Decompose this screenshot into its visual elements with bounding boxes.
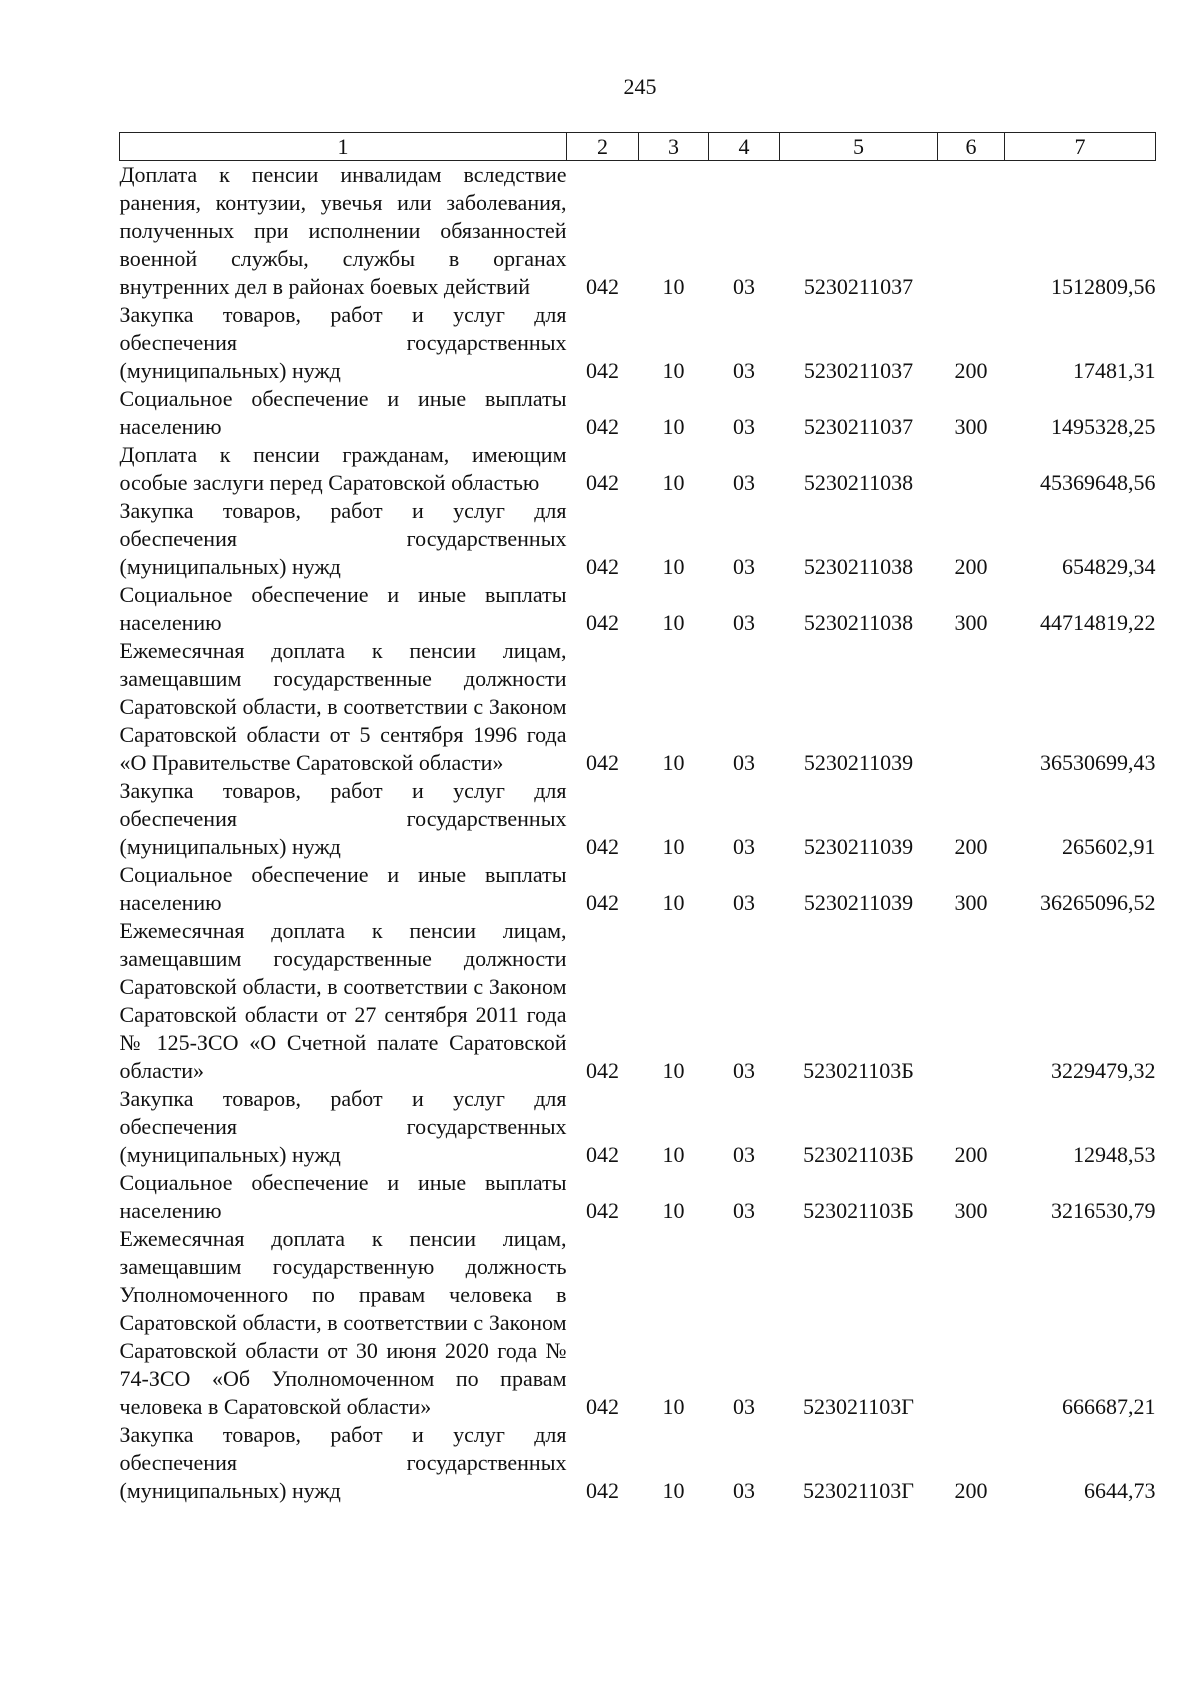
row-code-4: 03: [733, 890, 755, 915]
page-number: 245: [623, 74, 657, 99]
row-amount: 1512809,56: [1051, 274, 1156, 299]
row-code-3: 10: [662, 554, 685, 579]
row-code-5: 5230211037: [803, 358, 914, 383]
row-code-3: 10: [662, 610, 685, 635]
row-code-2: 042: [586, 834, 619, 859]
row-amount: 12948,53: [1073, 1142, 1156, 1167]
row-code-5: 523021103Г: [803, 1394, 914, 1419]
table-row: [120, 1169, 1156, 1225]
row-code-6: 300: [954, 414, 988, 439]
row-description: Доплата к пенсии гражданам, имеющим особые заслуги перед Саратовской областью: [119, 442, 567, 495]
row-code-2: 042: [586, 890, 619, 915]
row-code-5: 5230211039: [803, 834, 914, 859]
row-code-4: 03: [733, 470, 755, 495]
row-amount: 666687,21: [1062, 1394, 1156, 1419]
row-code-5: 5230211039: [803, 890, 914, 915]
table-row: [120, 161, 1156, 302]
header-col-2: 2: [567, 133, 639, 161]
row-code-4: 03: [733, 610, 755, 635]
row-code-5: 5230211038: [803, 610, 914, 635]
budget-table: [119, 132, 1156, 1505]
row-code-4: 03: [733, 358, 755, 383]
row-amount: 17481,31: [1073, 358, 1156, 383]
row-code-4: 03: [733, 1198, 755, 1223]
row-code-6: 200: [954, 1478, 988, 1503]
row-code-2: 042: [586, 274, 619, 299]
row-amount: 654829,34: [1062, 554, 1156, 579]
row-code-3: 10: [662, 890, 685, 915]
table-row: [120, 497, 1156, 581]
row-code-5: 5230211038: [803, 470, 914, 495]
table-row: [120, 637, 1156, 777]
row-code-2: 042: [586, 358, 619, 383]
row-code-2: 042: [586, 414, 619, 439]
row-code-6: 200: [954, 1142, 988, 1167]
row-code-6: [938, 441, 1005, 497]
row-amount: 36265096,52: [1040, 890, 1156, 915]
row-code-2: 042: [586, 1198, 619, 1223]
table-row: [120, 301, 1156, 385]
header-col-5: 5: [780, 133, 938, 161]
row-code-3: 10: [662, 1478, 685, 1503]
row-code-3: 10: [662, 1394, 685, 1419]
header-col-1: 1: [120, 133, 567, 161]
row-amount: 44714819,22: [1040, 610, 1156, 635]
row-description: Социальное обеспечение и иные выплаты населению: [119, 862, 567, 915]
row-amount: 45369648,56: [1040, 470, 1156, 495]
row-code-5: 523021103Б: [803, 1058, 914, 1083]
table-row: [120, 861, 1156, 917]
row-code-5: 5230211037: [803, 414, 914, 439]
row-code-6: 300: [954, 890, 988, 915]
header-col-6: 6: [938, 133, 1005, 161]
row-code-4: 03: [733, 554, 755, 579]
table-row: [120, 1225, 1156, 1421]
row-amount: 36530699,43: [1040, 750, 1156, 775]
row-code-6: 200: [954, 554, 988, 579]
row-description: Закупка товаров, работ и услуг для обеспечения государственных (муниципальных) нужд: [119, 302, 567, 383]
row-description: Закупка товаров, работ и услуг для обеспечения государственных (муниципальных) нужд: [119, 498, 567, 579]
header-col-4: 4: [709, 133, 780, 161]
row-description: Ежемесячная доплата к пенсии лицам, замещавшим государственную должность Уполномоченного по правам человека в Саратовской области, в соответствии с Законом Саратовской области от 30 июня 2020 года № 74-ЗСО «Об Уполномоченном по правам человека в Саратовской области»: [119, 1226, 567, 1419]
row-code-3: 10: [662, 358, 685, 383]
row-code-4: 03: [733, 1478, 755, 1503]
row-code-3: 10: [662, 834, 685, 859]
row-amount: 265602,91: [1062, 834, 1156, 859]
row-code-5: 523021103Б: [803, 1198, 914, 1223]
row-code-6: [938, 161, 1005, 302]
row-description: Социальное обеспечение и иные выплаты населению: [119, 582, 567, 635]
row-code-5: 5230211039: [803, 750, 914, 775]
row-code-2: 042: [586, 610, 619, 635]
table-row: [120, 777, 1156, 861]
row-code-6: 300: [954, 610, 988, 635]
table-row: [120, 1421, 1156, 1505]
row-code-6: [938, 1225, 1005, 1421]
row-code-2: 042: [586, 1478, 619, 1503]
row-amount: 3216530,79: [1051, 1198, 1156, 1223]
table-row: [120, 581, 1156, 637]
row-code-2: 042: [586, 1394, 619, 1419]
row-code-3: 10: [662, 470, 685, 495]
row-description: Закупка товаров, работ и услуг для обеспечения государственных (муниципальных) нужд: [119, 1086, 567, 1167]
row-code-6: [938, 637, 1005, 777]
row-code-4: 03: [733, 1142, 755, 1167]
row-code-3: 10: [662, 1142, 685, 1167]
row-code-4: 03: [733, 1394, 755, 1419]
row-code-3: 10: [662, 414, 685, 439]
row-code-4: 03: [733, 834, 755, 859]
row-code-3: 10: [662, 1058, 685, 1083]
row-code-5: 523021103Г: [803, 1478, 914, 1503]
row-code-5: 5230211038: [803, 554, 914, 579]
row-code-3: 10: [662, 1198, 685, 1223]
row-code-6: 300: [954, 1198, 988, 1223]
row-code-2: 042: [586, 554, 619, 579]
table-row: [120, 385, 1156, 441]
row-amount: 3229479,32: [1051, 1058, 1156, 1083]
header-col-3: 3: [639, 133, 709, 161]
table-header-row: [120, 133, 1156, 161]
row-description: Закупка товаров, работ и услуг для обеспечения государственных (муниципальных) нужд: [119, 778, 567, 859]
table-row: [120, 917, 1156, 1085]
row-code-2: 042: [586, 1142, 619, 1167]
row-code-4: 03: [733, 750, 755, 775]
table-row: [120, 441, 1156, 497]
row-amount: 6644,73: [1084, 1478, 1156, 1503]
row-code-4: 03: [733, 274, 755, 299]
row-code-5: 5230211037: [803, 274, 914, 299]
table-row: [120, 1085, 1156, 1169]
row-code-3: 10: [662, 750, 685, 775]
row-amount: 1495328,25: [1051, 414, 1156, 439]
row-description: Доплата к пенсии инвалидам вследствие ранения, контузии, увечья или заболевания, полученных при исполнении обязанностей военной службы, службы в органах внутренних дел в районах боевых действий: [119, 162, 567, 299]
row-code-6: [938, 917, 1005, 1085]
row-description: Ежемесячная доплата к пенсии лицам, замещавшим государственные должности Саратовской области, в соответствии с Законом Саратовской области от 5 сентября 1996 года «О Правительстве Саратовской области»: [119, 638, 567, 775]
row-code-6: 200: [954, 834, 988, 859]
row-code-3: 10: [662, 274, 685, 299]
row-code-2: 042: [586, 1058, 619, 1083]
row-code-6: 200: [954, 358, 988, 383]
row-code-5: 523021103Б: [803, 1142, 914, 1167]
row-description: Социальное обеспечение и иные выплаты населению: [119, 386, 567, 439]
row-code-2: 042: [586, 750, 619, 775]
row-code-4: 03: [733, 1058, 755, 1083]
header-col-7: 7: [1005, 133, 1156, 161]
row-description: Ежемесячная доплата к пенсии лицам, замещавшим государственные должности Саратовской области, в соответствии с Законом Саратовской области от 27 сентября 2011 года № 125-ЗСО «О Счетной палате Саратовской области»: [119, 918, 567, 1083]
row-description: Закупка товаров, работ и услуг для обеспечения государственных (муниципальных) нужд: [119, 1422, 567, 1503]
row-code-4: 03: [733, 414, 755, 439]
row-description: Социальное обеспечение и иные выплаты населению: [119, 1170, 567, 1223]
row-code-2: 042: [586, 470, 619, 495]
